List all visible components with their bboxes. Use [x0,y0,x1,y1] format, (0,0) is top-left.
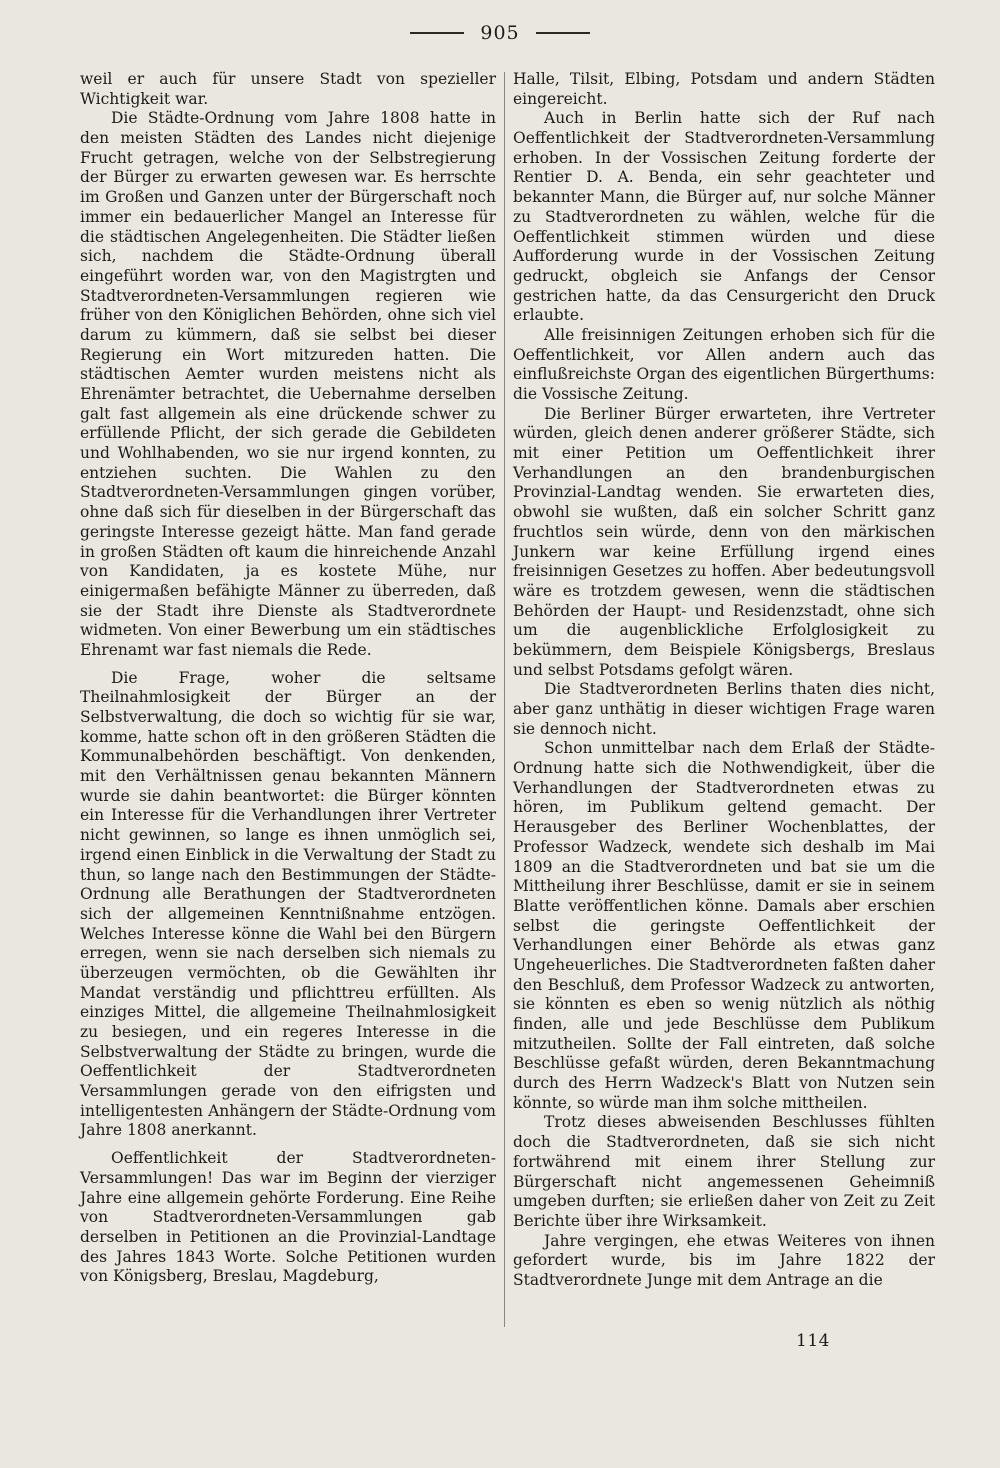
paragraph: weil er auch für unsere Stadt von spezieller Wichtigkeit war. [80,70,496,108]
signature-mark: 114 [796,1331,830,1351]
left-column [80,70,496,1287]
paragraph: Trotz dieses abweisenden Beschlusses fühlten doch die Stadtverordneten, daß sie sich nicht fortwährend mit einem ihrer Stellung zur Bürgerschaft nicht angemessenen Geheimniß umgeben durften; sie erließen daher von Zeit zu Zeit Berichte über ihre Wirksamkeit. [513,1113,935,1230]
page-header [0,22,1000,44]
right-column [513,70,935,1291]
paragraph: Auch in Berlin hatte sich der Ruf nach Oeffentlichkeit der Stadtverordneten-Versammlung erhoben. In der Vossischen Zeitung forderte der Rentier D. A. Benda, ein sehr geachteter und bekannter Mann, die Bürger auf, nur solche Männer zu Stadtverordneten zu wählen, welche für die Oeffentlichkeit stimmen würden und diese Aufforderung wurde in der Vossischen Zeitung gedruckt, obgleich sie Anfangs der Censor gestrichen hatte, da das Censurgericht den Druck erlaubte. [513,109,935,325]
paragraph: Die Frage, woher die seltsame Theilnahmlosigkeit der Bürger an der Selbstverwaltung, die doch so wichtig für sie war, komme, hatte schon oft in den größeren Städten die Kommunalbehörden beschäftigt. Von denkenden, mit den Verhältnissen genau bekannten Männern wurde sie dahin beantwortet: die Bürger könnten ein Interesse für die Verhandlungen ihrer Vertreter nicht gewinnen, so lange es ihnen unmöglich sei, irgend einen Einblick in die Verwaltung der Stadt zu thun, so lange nach den Bestimmungen der Städte-Ordnung alle Berathungen der Stadtverordneten sich der allgemeinen Kenntnißnahme entzögen. Welches Interesse könne die Wahl bei den Bürgern erregen, wenn sie nach derselben sich niemals zu überzeugen vermöchten, ob die Gewählten ihr Mandat verständig und pflichttreu erfüllten. Als einziges Mittel, die allgemeine Theilnahmlosigkeit zu besiegen, und ein regeres Interesse in die Selbstverwaltung der Städte zu bringen, wurde die Oeffentlichkeit der Stadtverordneten Versammlungen gerade von den eifrigsten und intelligentesten Anhängern der Städte-Ordnung vom Jahre 1808 anerkannt. [80,668,496,1140]
paragraph: Halle, Tilsit, Elbing, Potsdam und andern Städten eingereicht. [513,70,935,108]
header-rule-right [536,32,590,34]
paragraph: Die Stadtverordneten Berlins thaten dies nicht, aber ganz unthätig in dieser wichtigen Frage waren sie dennoch nicht. [513,680,935,738]
paragraph: Die Berliner Bürger erwarteten, ihre Vertreter würden, gleich denen anderer größerer Städte, sich mit einer Petition um Oeffentlichkeit ihrer Verhandlungen an den brandenburgischen Provinzial-Landtag wenden. Sie erwarteten dies, obwohl sie wußten, daß ein solcher Schritt ganz fruchtlos sein würde, denn von den märkischen Junkern war keine Erfüllung irgend eines freisinnigen Gesetzes zu hoffen. Aber bedeutungsvoll wäre es trotzdem gewesen, wenn die städtischen Behörden der Haupt- und Residenzstadt, ohne sich um die augenblickliche Erfolglosigkeit zu bekümmern, dem Beispiele Königsbergs, Breslaus und selbst Potsdams gefolgt wären. [513,404,935,679]
paragraph: Alle freisinnigen Zeitungen erhoben sich für die Oeffentlichkeit, vor Allen andern auch das einflußreichste Organ des eigentlichen Bürgerthums: die Vossische Zeitung. [513,325,935,403]
paragraph: Die Städte-Ordnung vom Jahre 1808 hatte in den meisten Städten des Landes nicht diejenige Frucht getragen, welche von der Selbstregierung der Bürger zu erwarten gewesen war. Es herrschte im Großen und Ganzen unter der Bürgerschaft noch immer ein bedauerlicher Mangel an Interesse für die städtischen Angelegenheiten. Die Städter ließen sich, nachdem die Städte-Ordnung überall eingeführt worden war, von den Magistrgten und Stadtverordneten-Versammlungen regieren wie früher von den Königlichen Behörden, ohne sich viel darum zu kümmern, daß sie selbst bei dieser Regierung ein Wort mitzureden hatten. Die städtischen Aemter wurden meistens nicht als Ehrenämter betrachtet, die Uebernahme derselben galt fast allgemein als eine drückende schwer zu erfüllende Pflicht, der sich gerade die Gebildeten und Wohlhabenden, wo sie nur irgend konnten, zu entziehen suchten. Die Wahlen zu den Stadtverordneten-Versammlungen gingen vorüber, ohne daß sich für dieselben in der Bürgerschaft das geringste Interesse gezeigt hätte. Man fand gerade in großen Städten oft kaum die hinreichende Anzahl von Kandidaten, ja es kostete Mühe, nur einigermaßen befähigte Männer zu überreden, daß sie der Stadt ihre Dienste als Stadtverordnete widmeten. Von einer Bewerbung um ein städtisches Ehrenamt war fast niemals die Rede. [80,109,496,659]
header-rule-left [410,32,464,34]
column-divider [504,72,505,1327]
paragraph: Schon unmittelbar nach dem Erlaß der Städte-Ordnung hatte sich die Nothwendigkeit, über die Verhandlungen der Stadtverordneten etwas zu hören, im Publikum geltend gemacht. Der Herausgeber des Berliner Wochenblattes, der Professor Wadzeck, wendete sich deshalb im Mai 1809 an die Stadtverordneten und bat sie um die Mittheilung ihrer Beschlüsse, damit er sie in seinem Blatte veröffentlichen könne. Damals aber erschien selbst die geringste Oeffentlichkeit der Verhandlungen einer Behörde als etwas ganz Ungeheuerliches. Die Stadtverordneten faßten daher den Beschluß, dem Professor Wadzeck zu antworten, sie könnten es eben so wenig nützlich als nöthig finden, alle und jede Beschlüsse dem Publikum mitzutheilen. Sollte der Fall eintreten, daß solche Beschlüsse gefaßt würden, deren Bekanntmachung durch des Herrn Wadzeck's Blatt von Nutzen sein könnte, so würde man ihm solche mittheilen. [513,739,935,1112]
paragraph: Jahre vergingen, ehe etwas Weiteres von ihnen gefordert wurde, bis im Jahre 1822 der Stadtverordnete Junge mit dem Antrage an die [513,1231,935,1289]
paragraph: Oeffentlichkeit der Stadtverordneten-Versammlungen! Das war im Beginn der vierziger Jahre eine allgemein gehörte Forderung. Eine Reihe von Stadtverordneten-Versammlungen gab derselben in Petitionen an die Provinzial-Landtage des Jahres 1843 Worte. Solche Petitionen wurden von Königsberg, Breslau, Magdeburg, [80,1149,496,1286]
page-number: 905 [480,22,520,44]
